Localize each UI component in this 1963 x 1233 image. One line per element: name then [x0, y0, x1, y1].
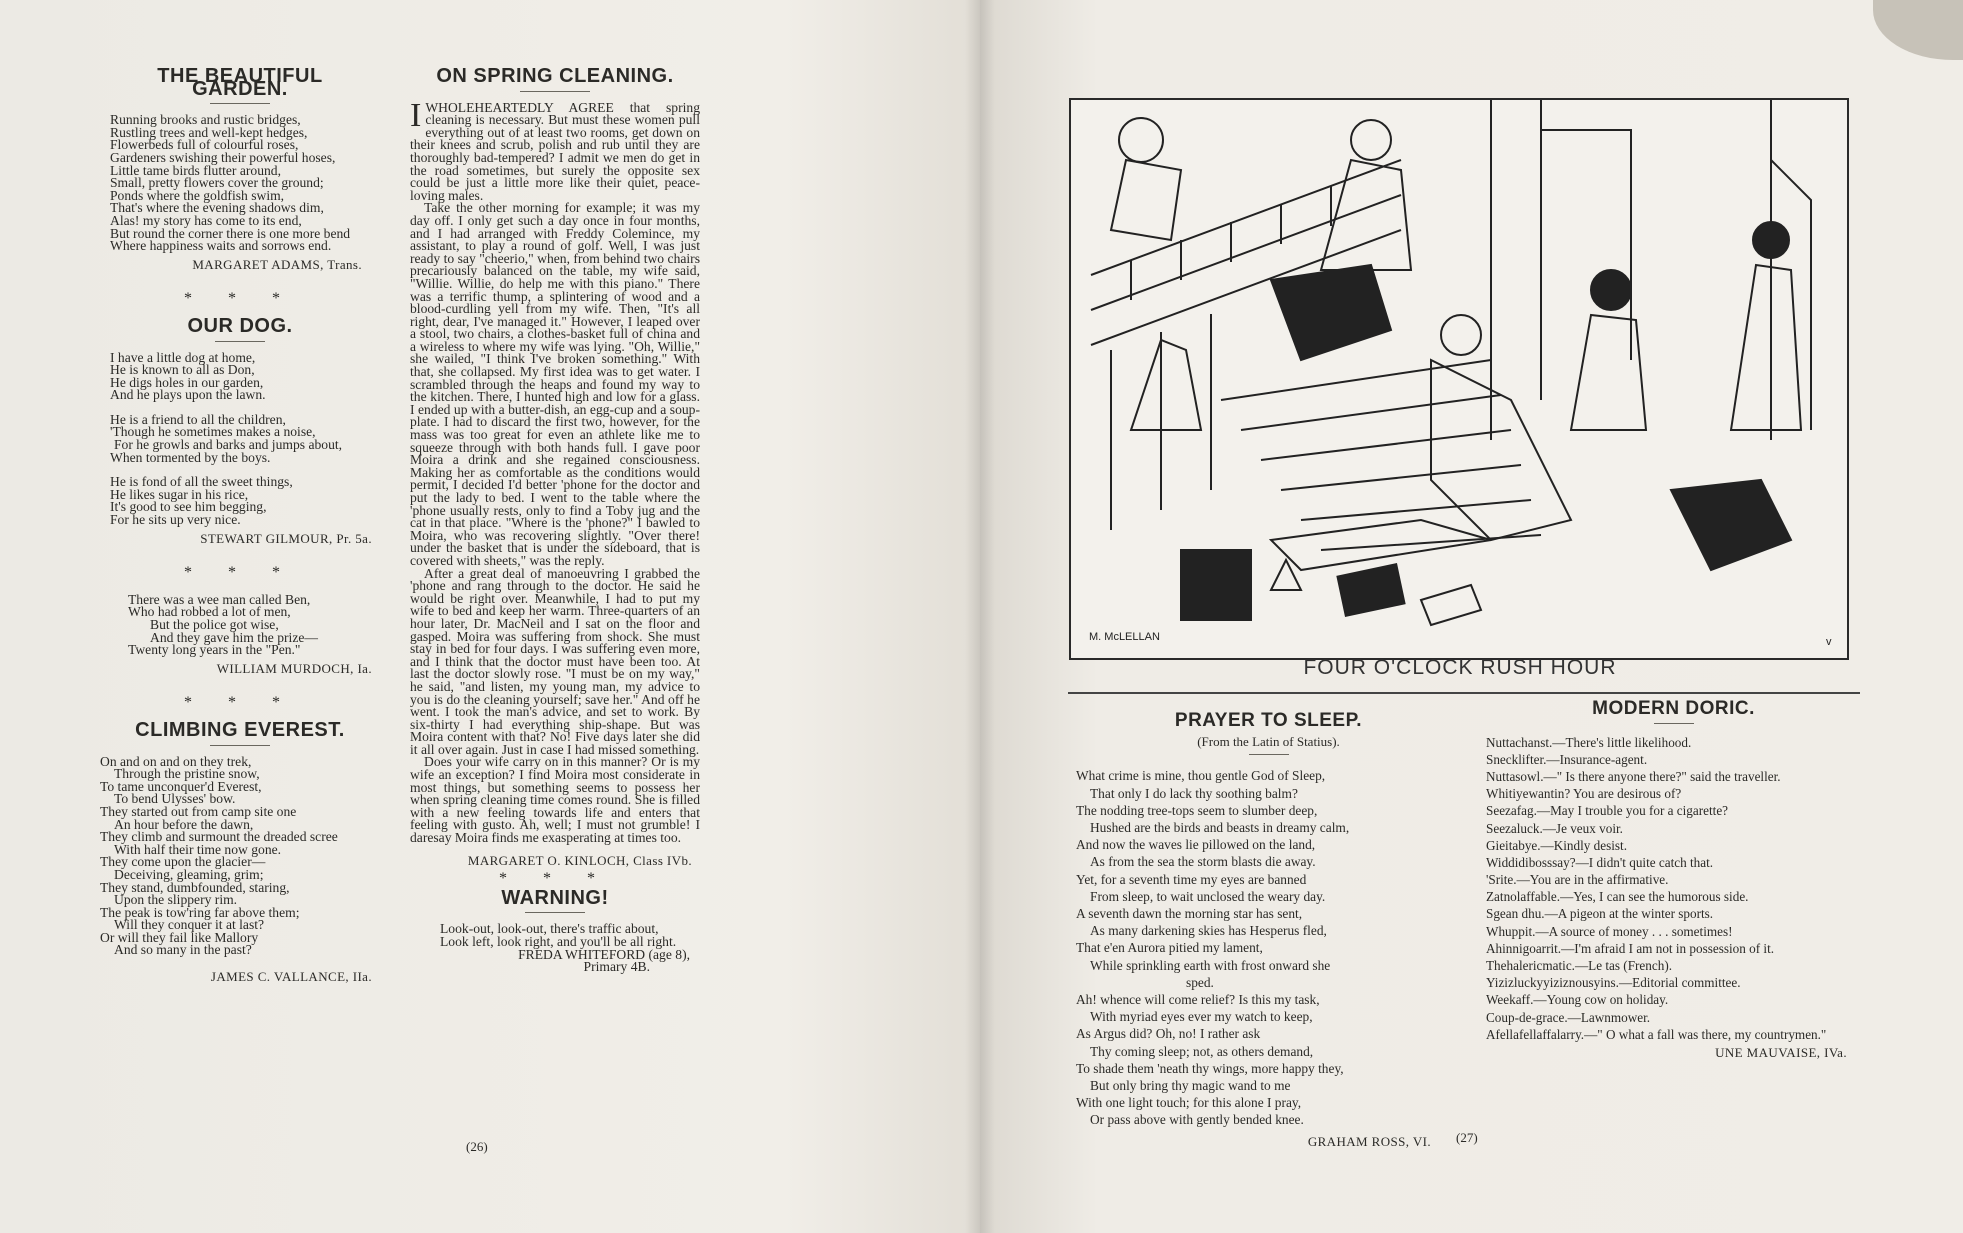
rush-hour-drawing: [1071, 100, 1847, 658]
glossary-entry: Seezaluck.—Je veux voir.: [1486, 820, 1623, 836]
doric-glossary: [1486, 736, 1861, 1043]
verse-line: As many darkening skies has Hesperus fled,: [1090, 923, 1327, 939]
verse-line: Running brooks and rustic bridges,: [110, 112, 301, 128]
verse-line: But round the corner there is one more bend: [110, 225, 351, 241]
garden-author: MARGARET ADAMS, Trans.: [192, 256, 362, 272]
limerick-poem: [110, 591, 370, 658]
verse-line: With myriad eyes ever my watch to keep,: [1090, 1009, 1313, 1025]
glossary-entry: Nuttachanst.—There's little likelihood.: [1486, 734, 1692, 750]
verse-line: And now the waves lie pillowed on the land,: [1076, 837, 1316, 853]
stanza: [110, 411, 370, 465]
verse-line: To tame unconquer'd Everest,: [100, 778, 262, 794]
verse-line: Upon the slippery rim.: [114, 892, 238, 908]
verse-line: That's where the evening shadows dim,: [110, 200, 324, 216]
verse-line: With half their time now gone.: [114, 841, 282, 857]
verse-line: They started out from camp site one: [100, 803, 297, 819]
title-rule: [215, 341, 265, 342]
glossary-entry: Yizizluckyyiziznousyins.—Editorial committee.: [1486, 975, 1741, 991]
title-rule: [210, 745, 270, 746]
cartoon-illustration: [1069, 98, 1849, 660]
article-paragraph: Take the other morning for example; it was my day off. I only get such a day once in four months, and I had arranged with Freddy Colemince, my assistant, to play a round of golf. Well, I was just ready to say "cheerio," when, from behind two chairs precariously balanced on the table, my wife said, "Willie. Willie, do help me with this piano." There was a terrific thump, a splintering of wood and a blood-curdling yell from my wife. Then, "It's all right, dear, I've managed it." However, I leaped over a stool, two chairs, a clothes-basket full of china and a wireless to where my wife was lying. "Oh, Willie," she wailed, "I think I've broken something." With that, she collapsed. My first idea was to get water. I scrambled through the heaps and found my way to the kitchen. There, I hunted high and low for a glass. I ended up with a butter-dish, an egg-cup and a soup-plate. I had to discard the first two, however, for the mass was too great for even an athlete like me to squeeze through with both hands full. I gave poor Moira a drink and she regained consciousness. Making her as comfortable as the conditions would permit, I decided I'd better 'phone for the doctor and put the lady to bed. I went to the table where the 'phone usually rests, only to find a Toby jug and the cat in that place. "Where is the 'phone?" I bawled to Moira, who was recovering slightly. "Over there! under the basket that is under the sideboard, that is covered with sheets," was the reply.: [410, 200, 700, 568]
verse-line: They come upon the glacier—: [100, 854, 266, 870]
left-column-1: [100, 65, 372, 985]
glossary-entry: Seezafag.—May I trouble you for a cigarette?: [1486, 803, 1729, 819]
cartoon-corner-mark: v: [1826, 636, 1832, 648]
limerick-author: WILLIAM MURDOCH, Ia.: [216, 660, 372, 676]
verse-line: Or pass above with gently bended knee.: [1090, 1112, 1304, 1128]
verse-line: While sprinkling earth with frost onward she: [1090, 957, 1331, 973]
verse-line: When tormented by the boys.: [110, 449, 271, 465]
verse-line: Look-out, look-out, there's traffic about,: [440, 921, 659, 937]
everest-title: CLIMBING EVEREST.: [135, 718, 345, 741]
verse-line: And he plays upon the lawn.: [110, 387, 266, 403]
cleaning-author: MARGARET O. KINLOCH, Class IVb.: [467, 852, 692, 868]
doric-author: UNE MAUVAISE, IVa.: [1715, 1045, 1847, 1061]
title-rule: [210, 103, 270, 104]
verse-line: On and on and on they trek,: [100, 753, 252, 769]
verse-line: I have a little dog at home,: [110, 349, 256, 365]
verse-line: For he sits up very nice.: [110, 512, 241, 528]
glossary-entry: Thehalericmatic.—Le tas (French).: [1486, 958, 1673, 974]
section-stars: * * *: [184, 564, 296, 582]
glossary-entry: Whitiyewantin? You are desirous of?: [1486, 786, 1682, 802]
verse-line: And they gave him the prize—: [150, 629, 318, 645]
verse-line: Gardeners swishing their powerful hoses,: [110, 149, 336, 165]
doric-title: MODERN DORIC.: [1592, 698, 1755, 719]
verse-line: What crime is mine, thou gentle God of Sleep,: [1076, 768, 1326, 784]
verse-line: Deceiving, gleaming, grim;: [114, 866, 264, 882]
warning-author: [410, 946, 700, 975]
verse-line: Small, pretty flowers cover the ground;: [110, 175, 324, 191]
section-stars: * * *: [499, 870, 611, 888]
stanza: [110, 349, 370, 403]
glossary-entry: Whuppit.—A source of money . . . sometimes!: [1486, 923, 1733, 939]
verse-line: They stand, dumbfounded, staring,: [100, 879, 290, 895]
title-rule: [520, 91, 590, 92]
verse-line: Twenty long years in the "Pen.": [128, 642, 301, 658]
verse-line: To shade them 'neath thy wings, more happy they,: [1076, 1060, 1344, 1076]
garden-title: THE BEAUTIFUL GARDEN.: [157, 65, 323, 100]
verse-line: The peak is tow'ring far above them;: [100, 904, 300, 920]
cartoon-caption: FOUR O'CLOCK RUSH HOUR: [1303, 656, 1617, 679]
prayer-subtitle: (From the Latin of Statius).: [1197, 734, 1340, 750]
verse-line: Rustling trees and well-kept hedges,: [110, 124, 308, 140]
dog-poem: [110, 349, 370, 528]
verse-line: Where happiness waits and sorrows end.: [110, 238, 332, 254]
verse-line: But only bring thy magic wand to me: [1090, 1078, 1291, 1094]
verse-line: With one light touch; for this alone I pray,: [1076, 1095, 1302, 1111]
horizontal-rule: [1068, 692, 1860, 694]
verse-line: Alas! my story has come to its end,: [110, 212, 302, 228]
title-rule: [525, 912, 585, 913]
verse-line: Will they conquer it at last?: [114, 917, 265, 933]
verse-line: A seventh dawn the morning star has sent,: [1076, 906, 1303, 922]
page-number-right: (27): [1456, 1130, 1478, 1145]
left-column-2: [410, 65, 700, 975]
section-stars: * * *: [184, 694, 296, 712]
garden-poem: [110, 114, 370, 253]
article-paragraph: Does your wife carry on in this manner? Or is my wife an exception? I find Moira most considerate in most things, but something seems to possess her when spring cleaning time comes round. She is filled with a new feeling towards life and enters that feeling with gusto. Ah, well; I must not grumble! I daresay Moira finds me exasperating at times too.: [410, 754, 700, 846]
section-stars: * * *: [184, 290, 296, 308]
verse-line: It's good to see him begging,: [110, 499, 267, 515]
title-rule: [1249, 754, 1289, 755]
verse-line: Who had robbed a lot of men,: [128, 604, 291, 620]
verse-line: Flowerbeds full of colourful roses,: [110, 137, 299, 153]
verse-line: To bend Ulysses' bow.: [114, 791, 236, 807]
cartoon-signature: M. McLELLAN: [1089, 631, 1160, 643]
verse-line: He digs holes in our garden,: [110, 374, 264, 390]
glossary-entry: Ahinnigoarrit.—I'm afraid I am not in possession of it.: [1486, 940, 1775, 956]
page-gutter: [965, 0, 995, 1233]
right-column-2: [1486, 698, 1861, 1061]
warning-title: WARNING!: [501, 886, 609, 909]
verse-line: Look left, look right, and you'll be all right.: [440, 934, 677, 949]
cleaning-title: ON SPRING CLEANING.: [436, 65, 674, 87]
verse-line: He likes sugar in his rice,: [110, 486, 249, 502]
prayer-poem: [1076, 767, 1461, 1128]
verse-line: Hushed are the birds and beasts in dreamy calm,: [1090, 820, 1350, 836]
glossary-entry: Nuttasowl.—" Is there anyone there?" said the traveller.: [1486, 768, 1781, 784]
verse-line: But the police got wise,: [150, 617, 279, 632]
glossary-entry: Afellafellaffalarry.—" O what a fall was there, my countrymen.": [1486, 1026, 1827, 1042]
prayer-title: PRAYER TO SLEEP.: [1174, 710, 1363, 731]
glossary-entry: Widdidibosssay?—I didn't quite catch that.: [1486, 854, 1714, 870]
glossary-entry: Zatnolaffable.—Yes, I can see the humorous side.: [1486, 889, 1749, 905]
warning-author-line: FREDA WHITEFORD (age 8),: [518, 946, 690, 962]
verse-line: There was a wee man called Ben,: [128, 591, 311, 607]
verse-line: Thy coming sleep; not, as others demand,: [1090, 1043, 1314, 1059]
verse-line: That e'en Aurora pitied my lament,: [1076, 940, 1263, 956]
stanza: [110, 476, 370, 526]
warning-poem: [410, 923, 700, 948]
everest-poem: [100, 753, 370, 958]
verse-line: For he growls and barks and jumps about,: [114, 437, 343, 453]
cleaning-article: [410, 96, 700, 846]
verse-line: Or will they fail like Mallory: [100, 929, 259, 945]
page-number-left: (26): [466, 1139, 488, 1154]
verse-line: Little tame birds flutter around,: [110, 162, 282, 178]
glossary-entry: Gieitabye.—Kindly desist.: [1486, 837, 1628, 853]
glossary-entry: Coup-de-grace.—Lawnmower.: [1486, 1009, 1651, 1025]
verse-line: As Argus did? Oh, no! I rather ask: [1076, 1026, 1261, 1042]
verse-line: Through the pristine snow,: [114, 766, 260, 782]
verse-line: sped.: [1186, 974, 1214, 990]
dog-author: STEWART GILMOUR, Pr. 5a.: [200, 530, 372, 546]
verse-line: From sleep, to wait unclosed the weary day.: [1090, 888, 1326, 904]
glossary-entry: Sgean dhu.—A pigeon at the winter sports.: [1486, 906, 1714, 922]
glossary-entry: Weekaff.—Young cow on holiday.: [1486, 992, 1669, 1008]
verse-line: 'Though he sometimes makes a noise,: [110, 424, 316, 440]
verse-line: They climb and surmount the dreaded scree: [100, 829, 338, 845]
glossary-entry: 'Srite.—You are in the affirmative.: [1486, 872, 1669, 888]
verse-line: And so many in the past?: [114, 942, 252, 958]
verse-line: That only I do lack thy soothing balm?: [1090, 785, 1298, 801]
verse-line: He is a friend to all the children,: [110, 411, 286, 427]
right-column-1: [1076, 712, 1461, 1150]
dog-title: OUR DOG.: [187, 314, 293, 337]
article-paragraph: [410, 96, 700, 203]
paragraph-text: WHOLEHEARTEDLY AGREE that spring cleaning is necessary. But must these women pull everything out of at least two rooms, get down on their knees and scrub, polish and rub until they are thoroughly bad-tempered? I admit we men do get in the road sometimes, but surely the opposite sex could be just a little more like their quiet, peace-loving males.: [410, 99, 700, 203]
verse-line: He is fond of all the sweet things,: [110, 474, 293, 490]
everest-author: JAMES C. VALLANCE, IIa.: [210, 969, 372, 985]
prayer-author: GRAHAM ROSS, VI.: [1307, 1133, 1431, 1149]
verse-line: An hour before the dawn,: [114, 816, 254, 832]
verse-line: The nodding tree-tops seem to slumber deep,: [1076, 802, 1318, 818]
verse-line: He is known to all as Don,: [110, 362, 255, 378]
drop-cap: I: [410, 96, 422, 134]
glossary-entry: Snecklifter.—Insurance-agent.: [1486, 751, 1648, 767]
verse-line: Ah! whence will come relief? Is this my task,: [1076, 992, 1320, 1008]
verse-line: Ponds where the goldfish swim,: [110, 187, 285, 203]
warning-author-line: Primary 4B.: [583, 959, 650, 975]
verse-line: Yet, for a seventh time my eyes are banned: [1076, 871, 1307, 887]
verse-line: As from the sea the storm blasts die away.: [1090, 854, 1316, 870]
article-paragraph: After a great deal of manoeuvring I grabbed the 'phone and rang through to the doctor. He said he would be right over. Meanwhile, I had to put my wife to bed and keep her warm. Three-quarters of an hour later, Dr. MacNeil and I sat on the floor and gasped. Moira was suffering from shock. She must stay in bed for four days. I was suffering even more, and I think that the doctor must have been too. At last the doctor slowly rose. "I must be on my way," he said, "and listen, my young man, my advice to you is do the cleaning yourself; save her." And off he went. I took the man's advice, and set to work. By six-thirty I had everything ship-shape. But was Moira content with that? No! Five days later she did it all over again. Just in case I had missed something.: [410, 565, 700, 757]
title-rule: [1654, 723, 1694, 724]
